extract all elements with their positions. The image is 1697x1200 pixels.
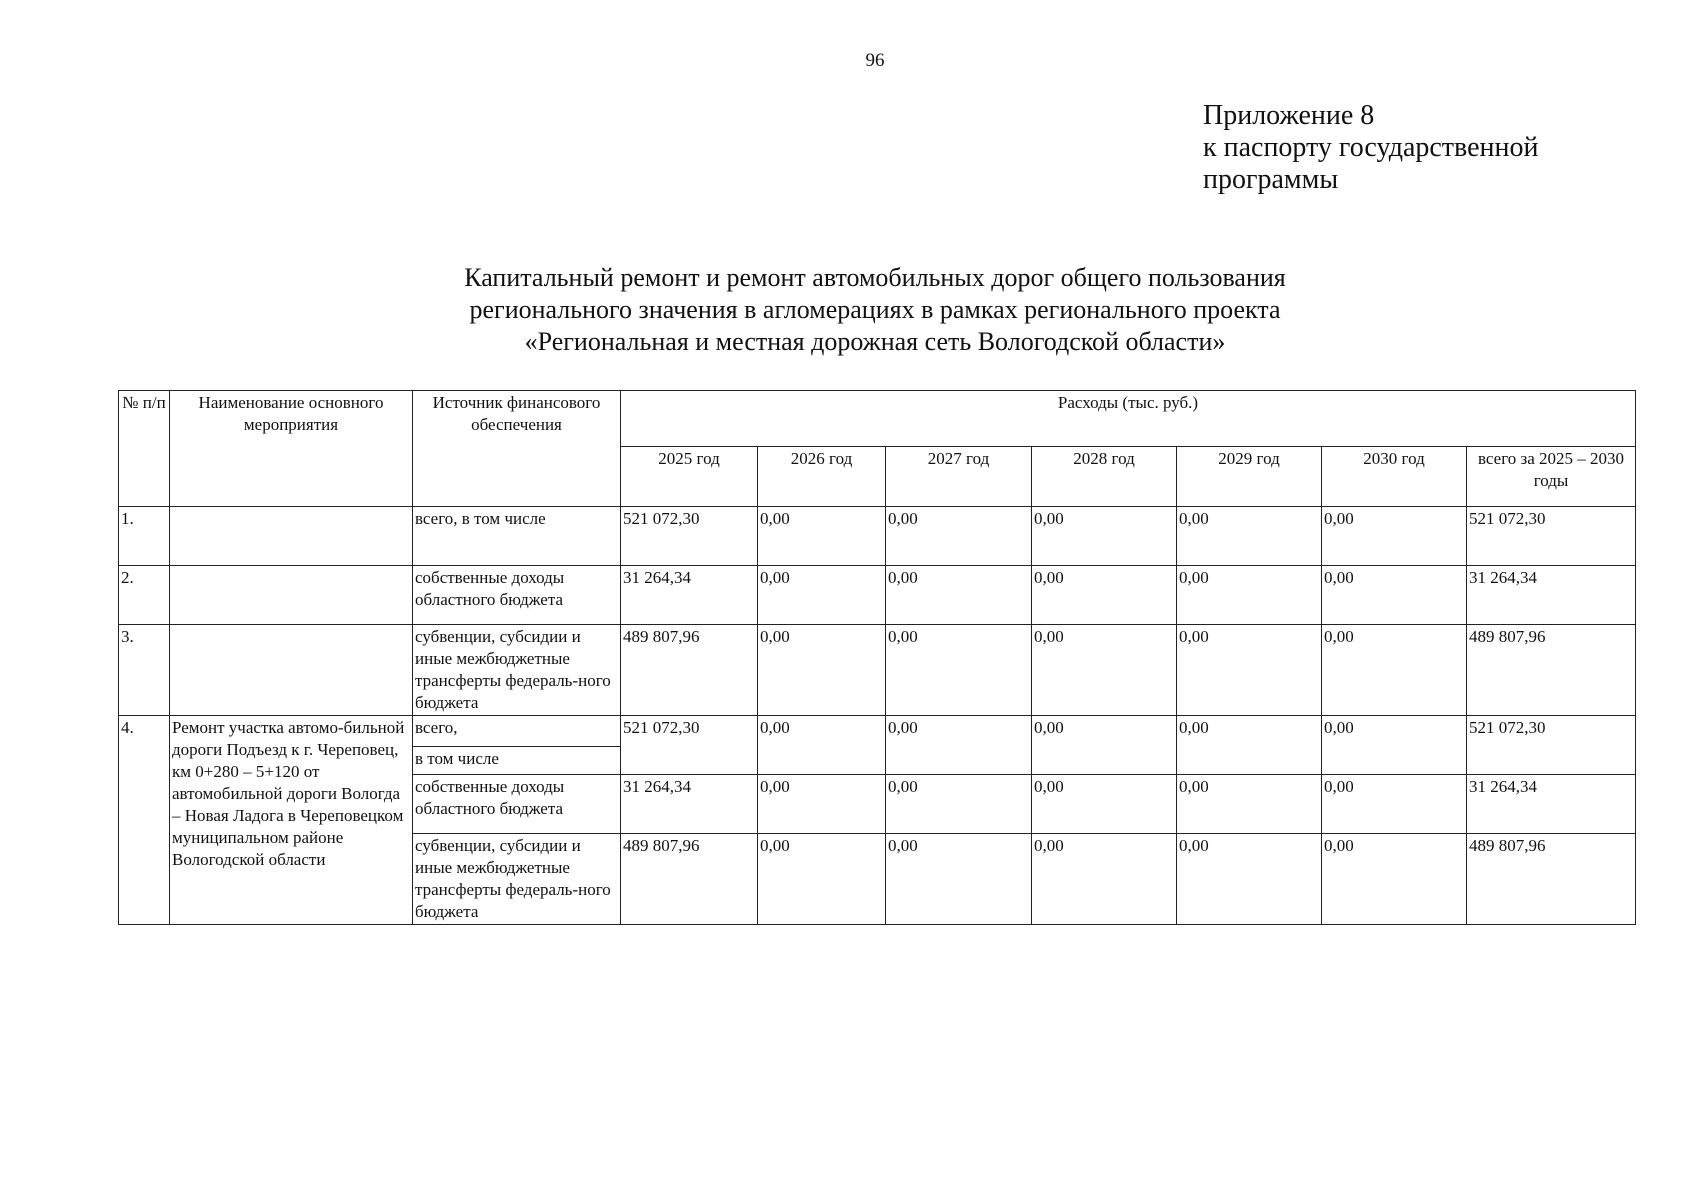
row-number: 4.	[119, 716, 170, 925]
value-2028: 0,00	[1032, 716, 1177, 775]
value-2030: 0,00	[1322, 834, 1467, 925]
value-total: 521 072,30	[1467, 507, 1636, 566]
header-year-2028: 2028 год	[1032, 447, 1177, 507]
header-year-2029: 2029 год	[1177, 447, 1322, 507]
value-2029: 0,00	[1177, 566, 1322, 625]
value-2027: 0,00	[886, 566, 1032, 625]
value-2026: 0,00	[758, 775, 886, 834]
value-2026: 0,00	[758, 566, 886, 625]
row-source: всего, в том числе	[413, 507, 621, 566]
expenses-table	[118, 390, 1636, 925]
value-2028: 0,00	[1032, 834, 1177, 925]
row-source-including: в том числе	[413, 747, 621, 775]
value-2027: 0,00	[886, 716, 1032, 775]
value-2029: 0,00	[1177, 507, 1322, 566]
value-2026: 0,00	[758, 625, 886, 716]
title-line-1: Капитальный ремонт и ремонт автомобильных дорог общего пользования	[464, 263, 1286, 292]
title-line-3: «Региональная и местная дорожная сеть Вологодской области»	[524, 327, 1226, 356]
row-source: собственные доходы областного бюджета	[413, 566, 621, 625]
value-2025: 489 807,96	[621, 834, 758, 925]
value-2027: 0,00	[886, 507, 1032, 566]
header-year-2030: 2030 год	[1322, 447, 1467, 507]
value-2030: 0,00	[1322, 507, 1467, 566]
value-2030: 0,00	[1322, 775, 1467, 834]
value-2030: 0,00	[1322, 566, 1467, 625]
value-2029: 0,00	[1177, 834, 1322, 925]
appendix-line-2: к паспорту государственной	[1203, 132, 1539, 163]
row-source: субвенции, субсидии и иные межбюджетные трансферты федераль-ного бюджета	[413, 625, 621, 716]
value-2028: 0,00	[1032, 625, 1177, 716]
value-2026: 0,00	[758, 834, 886, 925]
row-source-total: всего,	[413, 716, 621, 747]
row-number: 3.	[119, 625, 170, 716]
value-2028: 0,00	[1032, 507, 1177, 566]
table-row	[119, 566, 1636, 625]
value-2028: 0,00	[1032, 566, 1177, 625]
table-row	[119, 507, 1636, 566]
header-expenses: Расходы (тыс. руб.)	[621, 391, 1636, 447]
value-2028: 0,00	[1032, 775, 1177, 834]
value-2025: 521 072,30	[621, 507, 758, 566]
value-total: 521 072,30	[1467, 716, 1636, 775]
header-year-total: всего за 2025 – 2030 годы	[1467, 447, 1636, 507]
row-name: Ремонт участка автомо-бильной дороги Подъезд к г. Череповец, км 0+280 – 5+120 от автомобильной дороги Вологда – Новая Ладога в Череповецком муниципальном районе Вологодской области	[170, 716, 413, 925]
header-num: № п/п	[119, 391, 170, 507]
header-year-2025: 2025 год	[621, 447, 758, 507]
table-row	[119, 716, 1636, 747]
header-source: Источник финансового обеспечения	[413, 391, 621, 507]
value-total: 31 264,34	[1467, 775, 1636, 834]
value-total: 489 807,96	[1467, 625, 1636, 716]
value-total: 31 264,34	[1467, 566, 1636, 625]
header-row	[119, 391, 1636, 447]
value-2029: 0,00	[1177, 775, 1322, 834]
value-2025: 489 807,96	[621, 625, 758, 716]
header-year-2026: 2026 год	[758, 447, 886, 507]
value-2026: 0,00	[758, 716, 886, 775]
row-name	[170, 507, 413, 566]
value-2027: 0,00	[886, 775, 1032, 834]
value-2029: 0,00	[1177, 625, 1322, 716]
title-line-2: регионального значения в агломерациях в рамках регионального проекта	[469, 295, 1281, 324]
value-2030: 0,00	[1322, 716, 1467, 775]
value-2026: 0,00	[758, 507, 886, 566]
value-total: 489 807,96	[1467, 834, 1636, 925]
row-source-federal: субвенции, субсидии и иные межбюджетные трансферты федераль-ного бюджета	[413, 834, 621, 925]
appendix-line-1: Приложение 8	[1203, 100, 1375, 131]
value-2025: 521 072,30	[621, 716, 758, 775]
document-title	[0, 262, 1697, 358]
appendix-note	[1203, 100, 1538, 196]
row-source-own: собственные доходы областного бюджета	[413, 775, 621, 834]
value-2025: 31 264,34	[621, 775, 758, 834]
value-2027: 0,00	[886, 834, 1032, 925]
row-name	[170, 625, 413, 716]
table-row	[119, 625, 1636, 716]
row-number: 1.	[119, 507, 170, 566]
page-number: 96	[865, 50, 885, 71]
header-name: Наименование основного мероприятия	[170, 391, 413, 507]
appendix-line-3: программы	[1203, 164, 1339, 195]
value-2027: 0,00	[886, 625, 1032, 716]
header-year-2027: 2027 год	[886, 447, 1032, 507]
row-name	[170, 566, 413, 625]
value-2025: 31 264,34	[621, 566, 758, 625]
value-2029: 0,00	[1177, 716, 1322, 775]
value-2030: 0,00	[1322, 625, 1467, 716]
row-number: 2.	[119, 566, 170, 625]
